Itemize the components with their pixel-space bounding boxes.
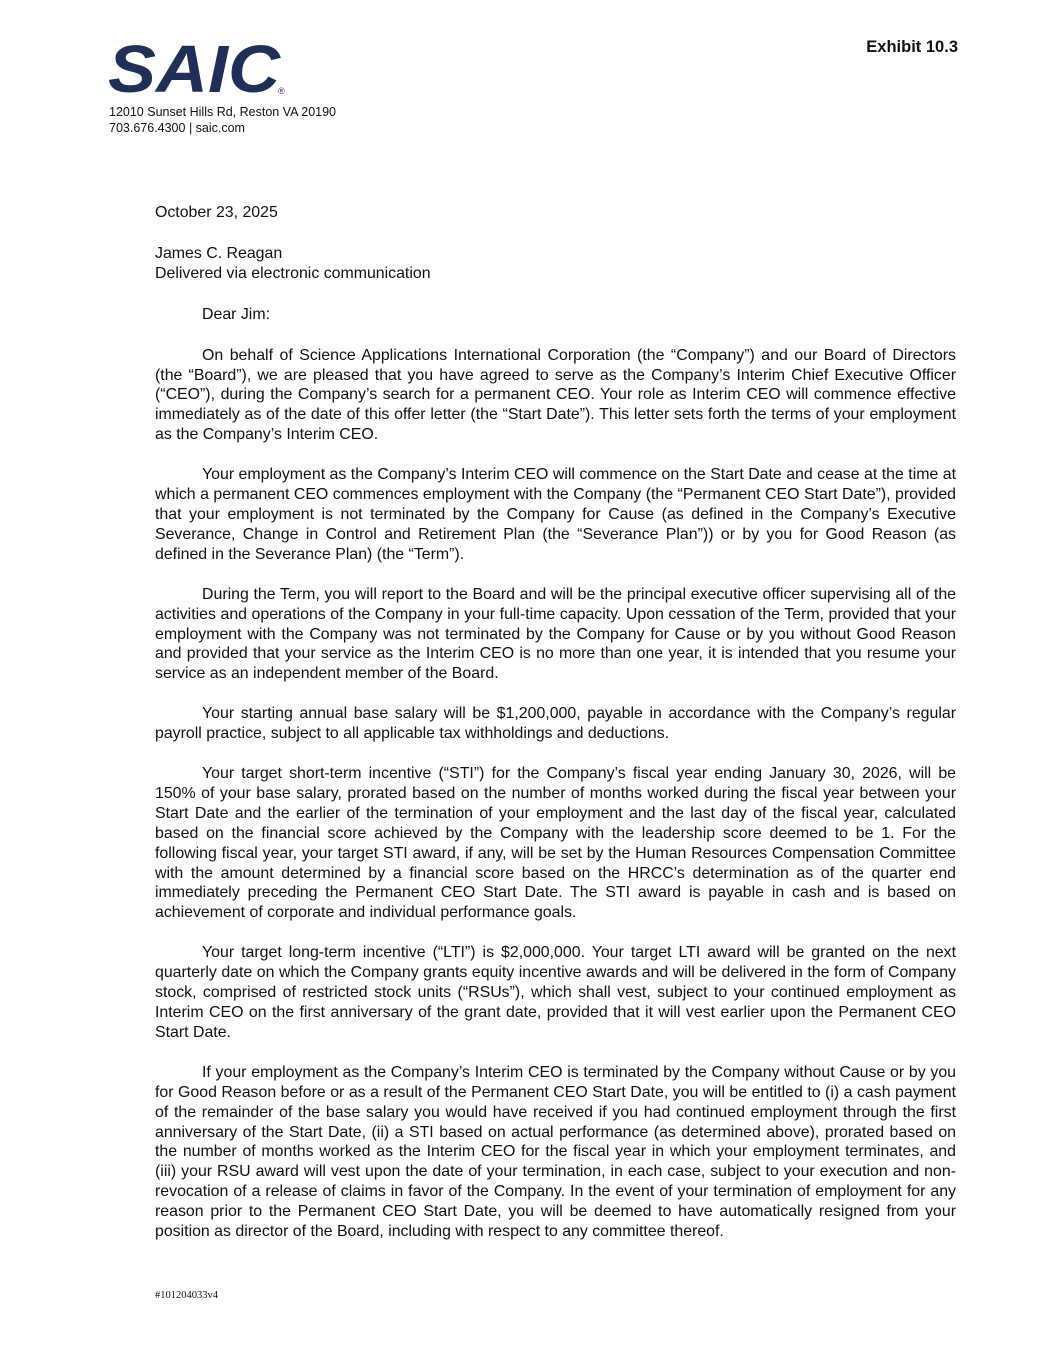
letter-body: [155, 203, 956, 1262]
company-address: [109, 104, 336, 136]
logo-wordmark: SAIC: [108, 38, 282, 98]
recipient-name: James C. Reagan: [155, 244, 283, 262]
exhibit-label: Exhibit 10.3: [866, 38, 958, 56]
paragraph-termination: If your employment as the Company’s Interim CEO is terminated by the Company without Cause or by you for Good Reason before or as a result of the Permanent CEO Start Date, you will be entitled to (i) a cash payment of the remainder of the base salary you would have received if you had continued employment through the first anniversary of the Start Date, (ii) a STI based on actual performance (as determined above), prorated based on the number of months worked as the Interim CEO for the fiscal year in which your employment terminates, and (iii) your RSU award will vest upon the date of your termination, in each case, subject to your execution and non-revocation of a release of claims in favor of the Company. In the event of your termination of employment for any reason prior to the Permanent CEO Start Date, you will be deemed to have automatically resigned from your position as director of the Board, including with respect to any committee thereof.: [155, 1063, 956, 1241]
salutation: Dear Jim:: [202, 305, 270, 323]
paragraph-sti: Your target short-term incentive (“STI”) for the Company’s fiscal year ending January 30, 2026, will be 150% of your base salary, prorated based on the number of months worked during the fiscal year between your Start Date and the earlier of the termination of your employment and the last day of the fiscal year, calculated based on the financial score achieved by the Company with the leadership score deemed to be 1. For the following fiscal year, your target STI award, if any, will be set by the Human Resources Compensation Committee with the amount determined by a financial score based on the HRCC’s determination as of the quarter end immediately preceding the Permanent CEO Start Date. The STI award is payable in cash and is based on achievement of corporate and individual performance goals.: [155, 765, 956, 922]
paragraph-term: Your employment as the Company’s Interim CEO will commence on the Start Date and cease at the time at which a permanent CEO commences employment with the Company (the “Permanent CEO Start Date”), provided that your employment is not terminated by the Company for Cause (as defined in the Company’s Executive Severance, Change in Control and Retirement Plan (the “Severance Plan”)) or by you for Good Reason (as defined in the Severance Plan) (the “Term”).: [155, 466, 956, 563]
paragraph-lti: Your target long-term incentive (“LTI”) is $2,000,000. Your target LTI award will be granted on the next quarterly date on which the Company grants equity incentive awards and will be delivered in the form of Company stock, comprised of restricted stock units (“RSUs”), which shall vest, subject to your continued employment as Interim CEO on the first anniversary of the grant date, provided that it will vest earlier upon the Permanent CEO Start Date.: [155, 944, 956, 1041]
delivery-method: Delivered via electronic communication: [155, 264, 431, 282]
paragraph-salary: Your starting annual base salary will be $1,200,000, payable in accordance with the Company’s regular payroll practice, subject to all applicable tax withholdings and deductions.: [155, 705, 956, 743]
paragraph-intro: On behalf of Science Applications International Corporation (the “Company”) and our Board of Directors (the “Board”), we are pleased that you have agreed to serve as the Company’s Interim Chief Executive Officer (“CEO”), during the Company’s search for a permanent CEO. Your role as Interim CEO will commence effective immediately as of the date of this offer letter (the “Start Date”). This letter sets forth the terms of your employment as the Company’s Interim CEO.: [155, 346, 956, 444]
paragraph-duties: During the Term, you will report to the Board and will be the principal executive officer supervising all of the activities and operations of the Company in your full-time capacity. Upon cessation of the Term, provided that your employment with the Company was not terminated by the Company for Cause or by you without Good Reason and provided that your service as the Interim CEO is no more than one year, it is intended that you resume your service as an independent member of the Board.: [155, 585, 956, 683]
recipient-block: [155, 244, 956, 284]
address-line: 12010 Sunset Hills Rd, Reston VA 20190: [109, 105, 336, 119]
saic-logo: [108, 38, 288, 98]
letter-date: October 23, 2025: [155, 204, 278, 221]
document-id: #101204033v4: [155, 1290, 218, 1301]
contact-line: 703.676.4300 | saic.com: [109, 121, 245, 135]
registered-mark: ®: [278, 86, 285, 96]
